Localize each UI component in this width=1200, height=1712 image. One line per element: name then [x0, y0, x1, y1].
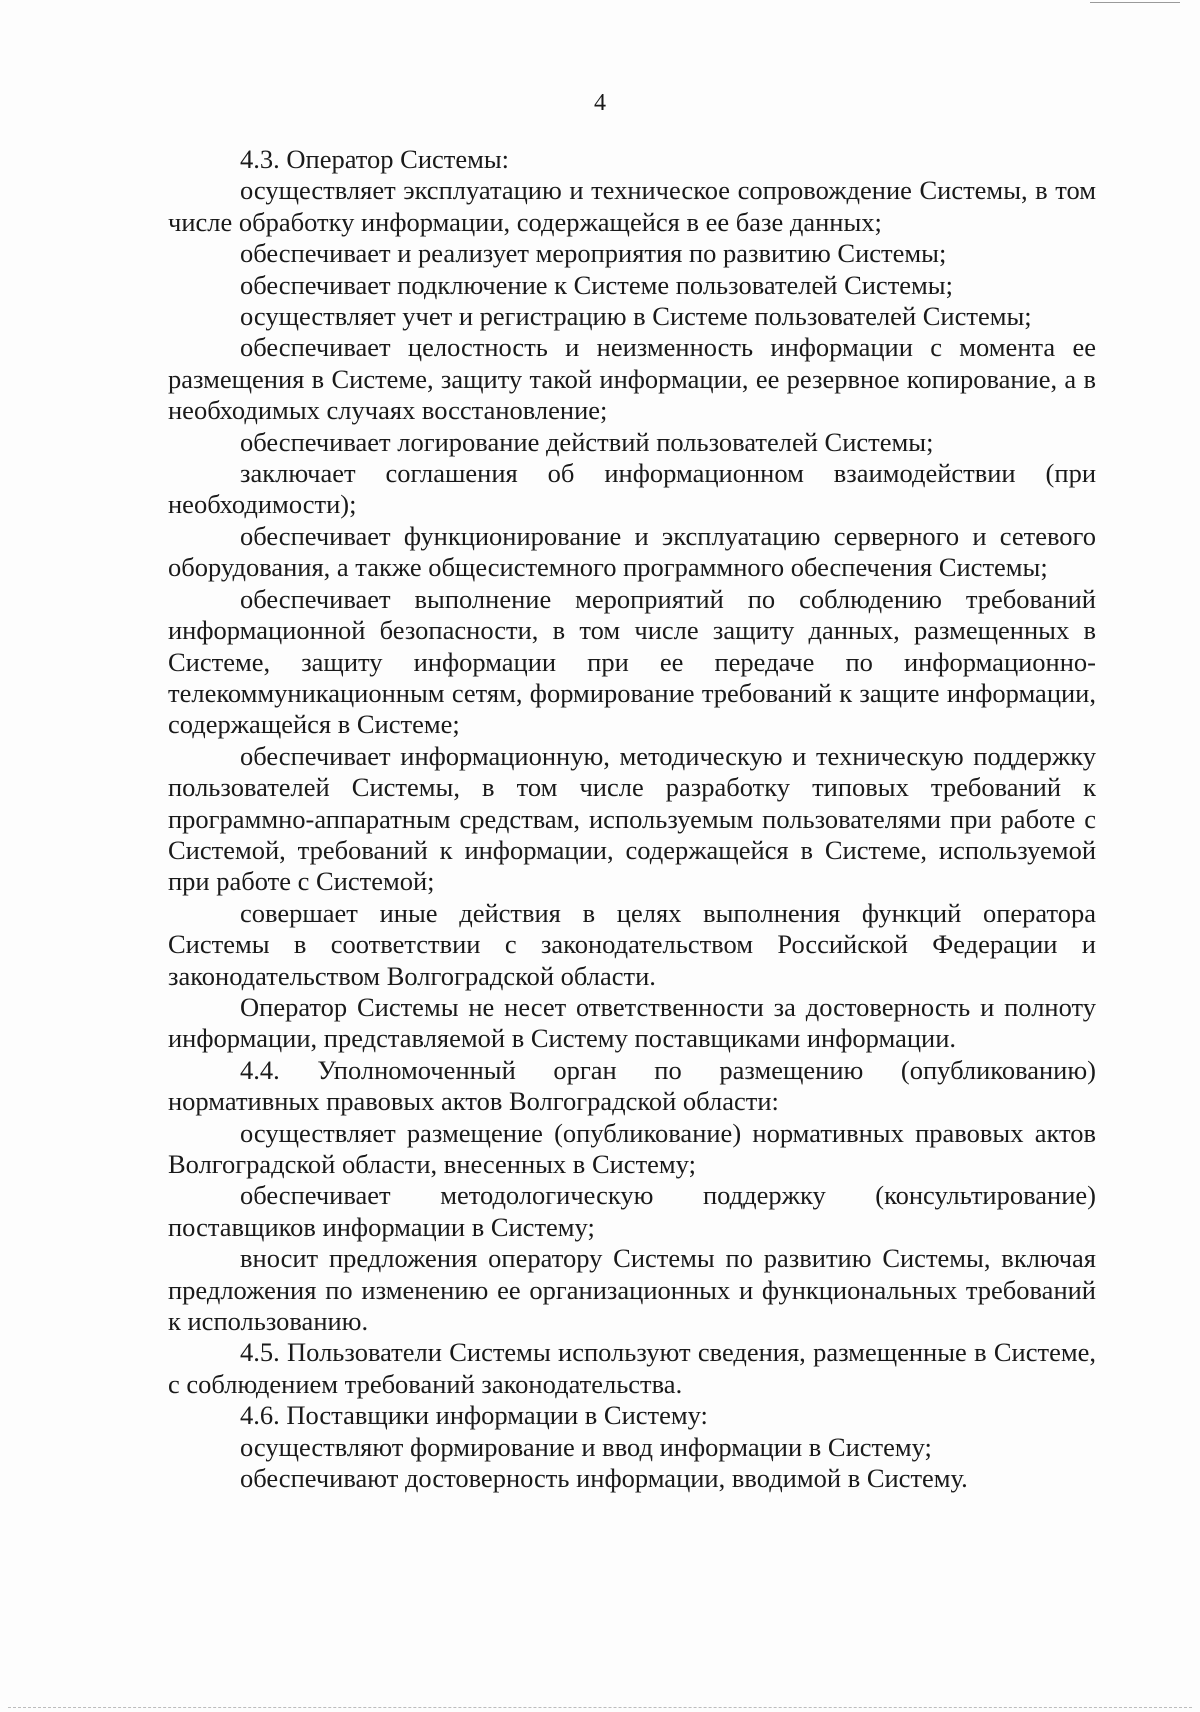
paragraph: обеспечивает логирование действий пользователей Системы; [240, 426, 934, 457]
paragraph: обеспечивает целостность и неизменность информации с момента ее размещения в Системе, защиту такой информации, ее резервное копирование, а в необходимых случаях восстановление; [168, 332, 1096, 426]
section-heading-4-3: 4.3. Оператор Системы: [240, 144, 510, 174]
paragraph: обеспечивает выполнение мероприятий по соблюдению требований информационной безопасности, в том числе защиту данных, размещенных в Системе, защиту информации при ее передаче по информационно-телекоммуникационным сетям, формирование требований к защите информации, содержащейся в Системе; [168, 583, 1096, 740]
section-heading-4-5: 4.5. Пользователи Системы используют сведения, размещенные в Системе, с соблюдением требований законодательства. [168, 1337, 1096, 1399]
paragraph: Оператор Системы не несет ответственности за достоверность и полноту информации, представляемой в Систему поставщиками информации. [168, 991, 1096, 1054]
paragraph: обеспечивают достоверность информации, вводимой в Систему. [240, 1463, 968, 1494]
paragraph: осуществляют формирование и ввод информации в Систему; [240, 1431, 932, 1462]
paragraph: осуществляет размещение (опубликование) нормативных правовых актов Волгоградской области, внесенных в Систему; [168, 1117, 1096, 1179]
top-edge-rule [1090, 2, 1180, 3]
page-number: 4 [594, 90, 606, 116]
document-body [168, 144, 1096, 1494]
paragraph: обеспечивает подключение к Системе пользователей Системы; [240, 269, 953, 300]
bottom-edge-rule [8, 1707, 1192, 1708]
paragraph: осуществляет эксплуатацию и техническое сопровождение Системы, в том числе обработку информации, содержащейся в ее базе данных; [168, 175, 1096, 237]
section-heading-4-6: 4.6. Поставщики информации в Систему: [240, 1400, 708, 1431]
paragraph: заключает соглашения об информационном взаимодействии (при необходимости); [168, 458, 1096, 520]
paragraph: обеспечивает методологическую поддержку (консультирование) поставщиков информации в Систему; [168, 1180, 1096, 1242]
paragraph: обеспечивает и реализует мероприятия по развитию Системы; [240, 238, 947, 269]
paragraph: обеспечивает информационную, методическую и техническую поддержку пользователей Системы, в том числе разработку типовых требований к программно-аппаратным средствам, используемым пользователями при работе с Системой, требований к информации, содержащейся в Системе, используемой при работе с Системой; [168, 740, 1096, 897]
section-heading-4-4: 4.4. Уполномоченный орган по размещению (опубликованию) нормативных правовых актов Волгоградской области: [168, 1054, 1096, 1117]
paragraph: вносит предложения оператору Системы по развитию Системы, включая предложения по изменению ее организационных и функциональных требований к использованию. [168, 1243, 1096, 1337]
paragraph: обеспечивает функционирование и эксплуатацию серверного и сетевого оборудования, а также общесистемного программного обеспечения Системы; [168, 520, 1096, 583]
paragraph: совершает иные действия в целях выполнения функций оператора Системы в соответствии с законодательством Российской Федерации и законодательством Волгоградской области. [168, 897, 1096, 991]
paragraph: осуществляет учет и регистрацию в Системе пользователей Системы; [240, 301, 1032, 332]
